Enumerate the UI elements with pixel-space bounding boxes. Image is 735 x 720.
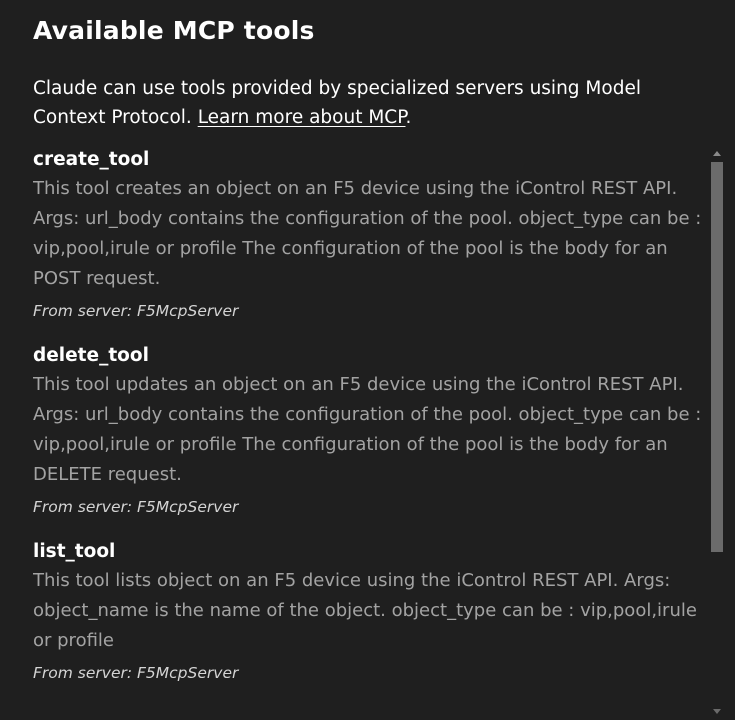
tool-name: delete_tool: [33, 345, 149, 366]
tool-server: From server: F5McpServer: [33, 664, 239, 682]
scroll-down-arrow-icon[interactable]: [713, 709, 721, 714]
vertical-scrollbar[interactable]: [711, 148, 723, 716]
learn-more-mcp-link[interactable]: Learn more about MCP: [197, 107, 406, 128]
tool-item-list-tool: [33, 538, 703, 684]
intro-description: Claude can use tools provided by specialized servers using Model Context Protocol.: [33, 78, 641, 128]
tool-server: From server: F5McpServer: [33, 498, 239, 516]
tool-description: This tool creates an object on an F5 device using the iControl REST API. Args: url_body contains the configuration of the pool. object_type can be : vip,pool,irule or profile The configuration of the pool is the body for an POST request.: [33, 178, 702, 289]
tool-item-delete-tool: [33, 342, 703, 518]
dialog-title: Available MCP tools: [33, 16, 315, 45]
scroll-up-arrow-icon[interactable]: [713, 151, 721, 156]
tool-description: This tool updates an object on an F5 device using the iControl REST API. Args: url_body contains the configuration of the pool. object_type can be : vip,pool,irule or profile The configuration of the pool is the body for an DELETE request.: [33, 374, 702, 485]
intro-suffix: .: [405, 107, 412, 128]
tool-name: create_tool: [33, 149, 150, 170]
tool-description: This tool lists object on an F5 device using the iControl REST API. Args: object_name is the name of the object. object_type can be : vip,pool,irule or profile: [33, 570, 697, 651]
tool-item-create-tool: [33, 146, 703, 322]
intro-text: [33, 74, 693, 132]
tool-name: list_tool: [33, 541, 116, 562]
scrollbar-thumb[interactable]: [711, 162, 723, 552]
tool-server: From server: F5McpServer: [33, 302, 239, 320]
tool-list[interactable]: [33, 146, 703, 720]
